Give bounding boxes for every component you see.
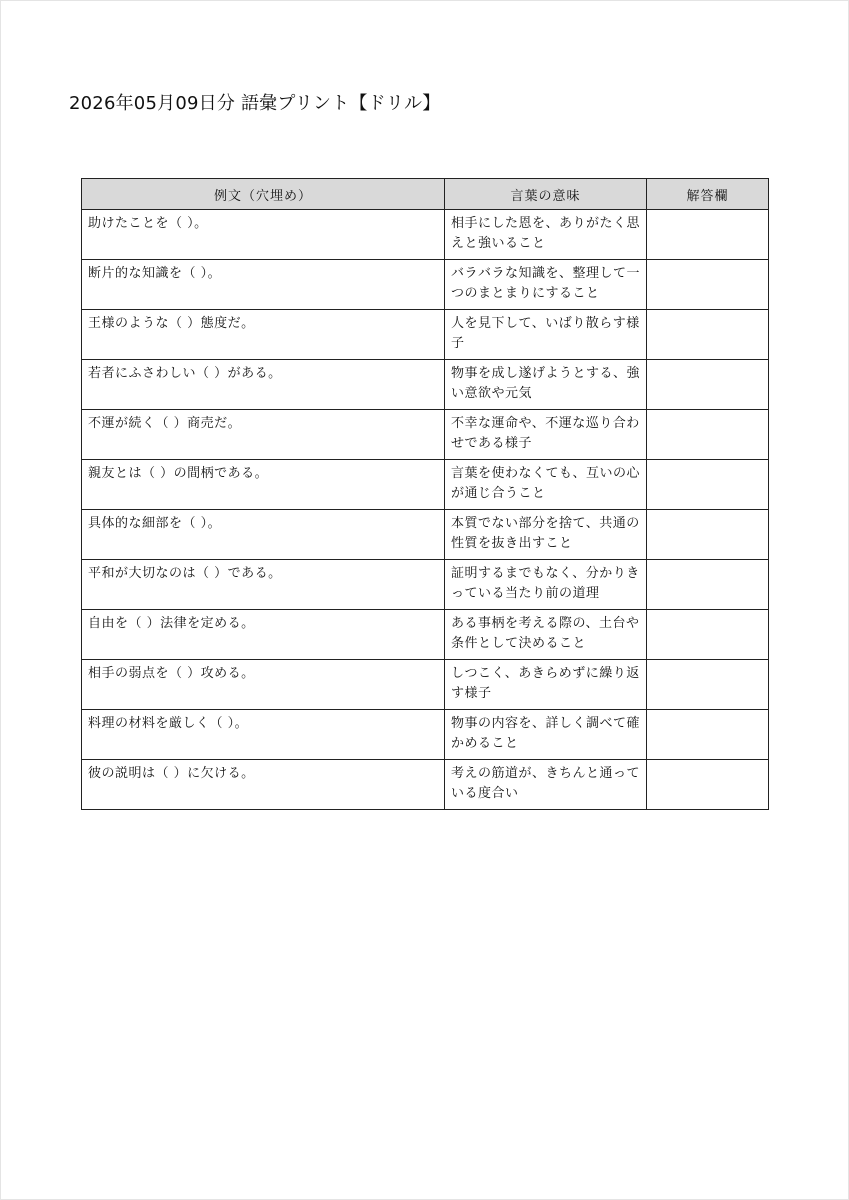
table-row (82, 760, 769, 810)
meaning-cell: 不幸な運命や、不運な巡り合わせである様子 (445, 410, 647, 460)
table-row (82, 310, 769, 360)
answer-cell[interactable] (647, 710, 769, 760)
document-title: 2026年05月09日分 語彙プリント【ドリル】 (69, 93, 441, 114)
example-cell: 平和が大切なのは（ ）である。 (82, 560, 445, 610)
meaning-cell: バラバラな知識を、整理して一つのまとまりにすること (445, 260, 647, 310)
answer-cell[interactable] (647, 660, 769, 710)
answer-cell[interactable] (647, 460, 769, 510)
example-cell: 助けたことを（ ）。 (82, 210, 445, 260)
meaning-cell: 考えの筋道が、きちんと通っている度合い (445, 760, 647, 810)
answer-cell[interactable] (647, 360, 769, 410)
table-row (82, 660, 769, 710)
table-header-row (82, 179, 769, 210)
example-cell: 不運が続く（ ）商売だ。 (82, 410, 445, 460)
table-row (82, 560, 769, 610)
example-cell: 自由を（ ）法律を定める。 (82, 610, 445, 660)
table-row (82, 610, 769, 660)
table-row (82, 510, 769, 560)
meaning-cell: 本質でない部分を捨て、共通の性質を抜き出すこと (445, 510, 647, 560)
example-cell: 王様のような（ ）態度だ。 (82, 310, 445, 360)
header-answer: 解答欄 (647, 179, 769, 210)
example-cell: 親友とは（ ）の間柄である。 (82, 460, 445, 510)
answer-cell[interactable] (647, 310, 769, 360)
meaning-cell: 相手にした恩を、ありがたく思えと強いること (445, 210, 647, 260)
meaning-cell: 物事を成し遂げようとする、強い意欲や元気 (445, 360, 647, 410)
answer-cell[interactable] (647, 760, 769, 810)
example-cell: 相手の弱点を（ ）攻める。 (82, 660, 445, 710)
table-row (82, 210, 769, 260)
vocabulary-table (81, 178, 769, 810)
table-row (82, 360, 769, 410)
example-cell: 具体的な細部を（ ）。 (82, 510, 445, 560)
meaning-cell: しつこく、あきらめずに繰り返す様子 (445, 660, 647, 710)
example-cell: 若者にふさわしい（ ）がある。 (82, 360, 445, 410)
example-cell: 断片的な知識を（ ）。 (82, 260, 445, 310)
meaning-cell: 物事の内容を、詳しく調べて確かめること (445, 710, 647, 760)
answer-cell[interactable] (647, 210, 769, 260)
meaning-cell: ある事柄を考える際の、土台や条件として決めること (445, 610, 647, 660)
example-cell: 彼の説明は（ ）に欠ける。 (82, 760, 445, 810)
table-row (82, 260, 769, 310)
table-row (82, 460, 769, 510)
meaning-cell: 証明するまでもなく、分かりきっている当たり前の道理 (445, 560, 647, 610)
answer-cell[interactable] (647, 610, 769, 660)
header-meaning: 言葉の意味 (445, 179, 647, 210)
answer-cell[interactable] (647, 410, 769, 460)
answer-cell[interactable] (647, 260, 769, 310)
table-row (82, 710, 769, 760)
meaning-cell: 言葉を使わなくても、互いの心が通じ合うこと (445, 460, 647, 510)
meaning-cell: 人を見下して、いばり散らす様子 (445, 310, 647, 360)
answer-cell[interactable] (647, 560, 769, 610)
header-example: 例文（穴埋め） (82, 179, 445, 210)
example-cell: 料理の材料を厳しく（ ）。 (82, 710, 445, 760)
answer-cell[interactable] (647, 510, 769, 560)
table-row (82, 410, 769, 460)
